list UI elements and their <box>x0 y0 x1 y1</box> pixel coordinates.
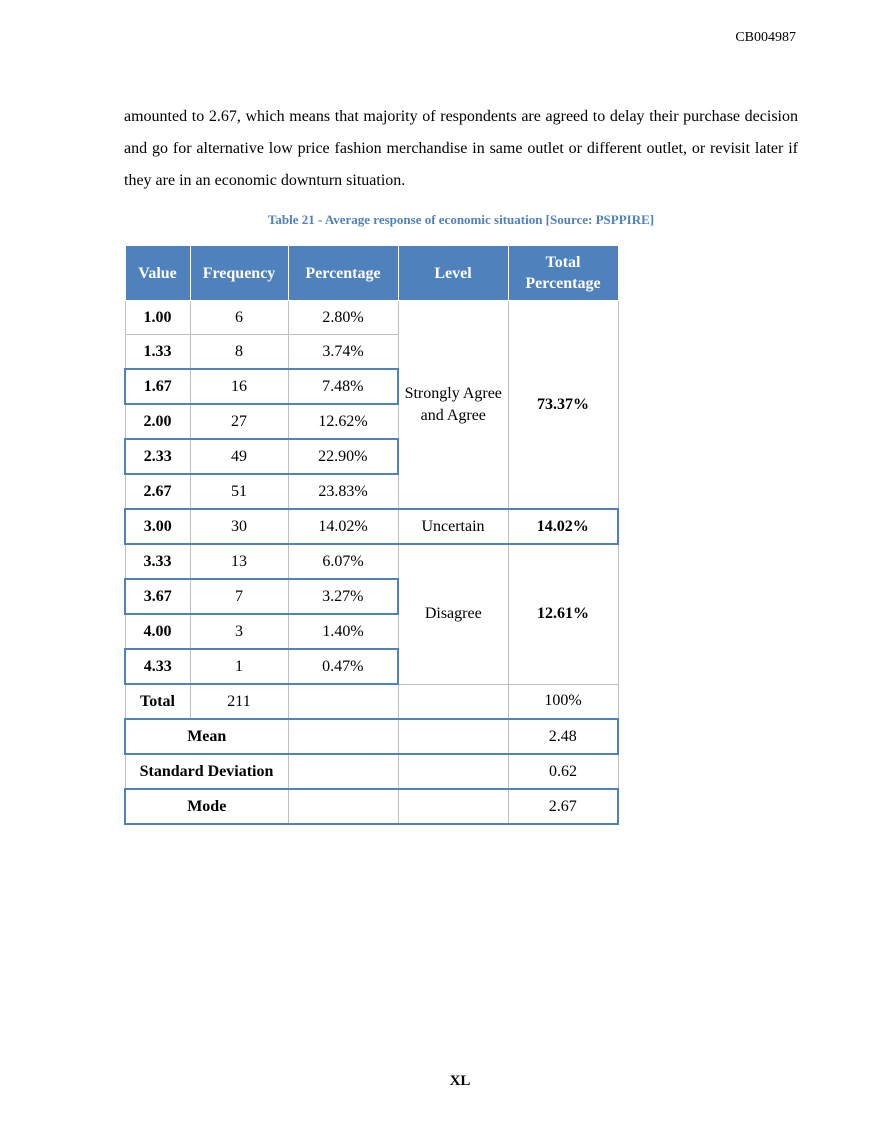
total-label: Total <box>125 684 190 719</box>
frequency-cell: 13 <box>190 544 288 579</box>
empty-cell <box>288 754 398 789</box>
percentage-cell: 0.47% <box>288 649 398 684</box>
empty-cell <box>398 754 508 789</box>
stat-row-std-dev <box>125 754 618 789</box>
frequency-cell: 30 <box>190 509 288 544</box>
percentage-cell: 6.07% <box>288 544 398 579</box>
value-cell: 3.33 <box>125 544 190 579</box>
page-number: XL <box>449 1073 471 1089</box>
empty-cell <box>398 719 508 754</box>
total-percentage-cell: 73.37% <box>508 301 618 510</box>
stat-label: Standard Deviation <box>125 754 288 789</box>
total-percentage-cell: 14.02% <box>508 509 618 544</box>
frequency-cell: 8 <box>190 335 288 370</box>
table-caption: Table 21 - Average response of economic situation [Source: PSPPIRE] <box>267 212 655 227</box>
frequency-cell: 16 <box>190 369 288 404</box>
value-cell: 2.67 <box>125 474 190 509</box>
total-percentage-cell: 12.61% <box>508 544 618 684</box>
total-row <box>125 684 618 719</box>
percentage-cell: 23.83% <box>288 474 398 509</box>
value-cell: 4.33 <box>125 649 190 684</box>
table-row <box>125 544 618 579</box>
frequency-cell: 27 <box>190 404 288 439</box>
stat-row-mean <box>125 719 618 754</box>
percentage-cell: 3.74% <box>288 335 398 370</box>
table-row <box>125 301 618 335</box>
frequency-cell: 3 <box>190 614 288 649</box>
percentage-cell: 12.62% <box>288 404 398 439</box>
header-frequency: Frequency <box>190 246 288 301</box>
stat-label: Mean <box>125 719 288 754</box>
frequency-cell: 51 <box>190 474 288 509</box>
stat-row-mode <box>125 789 618 824</box>
header-value: Value <box>125 246 190 301</box>
value-cell: 2.33 <box>125 439 190 474</box>
table-row <box>125 509 618 544</box>
level-cell: Uncertain <box>398 509 508 544</box>
header-total-percentage: Total Percentage <box>508 246 618 301</box>
header-level: Level <box>398 246 508 301</box>
value-cell: 3.67 <box>125 579 190 614</box>
stat-value: 2.48 <box>508 719 618 754</box>
frequency-cell: 6 <box>190 301 288 335</box>
frequency-cell: 49 <box>190 439 288 474</box>
empty-cell <box>398 789 508 824</box>
level-cell: Disagree <box>398 544 508 684</box>
response-table <box>124 245 619 825</box>
stat-label: Mode <box>125 789 288 824</box>
percentage-cell: 14.02% <box>288 509 398 544</box>
document-id: CB004987 <box>735 30 796 45</box>
value-cell: 1.00 <box>125 301 190 335</box>
empty-cell <box>288 789 398 824</box>
empty-cell <box>288 719 398 754</box>
value-cell: 1.33 <box>125 335 190 370</box>
frequency-cell: 7 <box>190 579 288 614</box>
value-cell: 4.00 <box>125 614 190 649</box>
stat-value: 2.67 <box>508 789 618 824</box>
body-paragraph: amounted to 2.67, which means that majority of respondents are agreed to delay their purchase decision and go for alternative low price fashion merchandise in same outlet or different outlet, or revisit later if they are in an economic downturn situation. <box>124 108 798 189</box>
total-percentage: 100% <box>508 684 618 719</box>
value-cell: 2.00 <box>125 404 190 439</box>
percentage-cell: 2.80% <box>288 301 398 335</box>
percentage-cell: 7.48% <box>288 369 398 404</box>
header-percentage: Percentage <box>288 246 398 301</box>
value-cell: 1.67 <box>125 369 190 404</box>
empty-cell <box>288 684 398 719</box>
empty-cell <box>398 684 508 719</box>
table-header-row <box>125 246 618 301</box>
percentage-cell: 3.27% <box>288 579 398 614</box>
frequency-cell: 1 <box>190 649 288 684</box>
total-frequency: 211 <box>190 684 288 719</box>
percentage-cell: 22.90% <box>288 439 398 474</box>
percentage-cell: 1.40% <box>288 614 398 649</box>
stat-value: 0.62 <box>508 754 618 789</box>
value-cell: 3.00 <box>125 509 190 544</box>
level-cell: Strongly Agree and Agree <box>398 301 508 510</box>
